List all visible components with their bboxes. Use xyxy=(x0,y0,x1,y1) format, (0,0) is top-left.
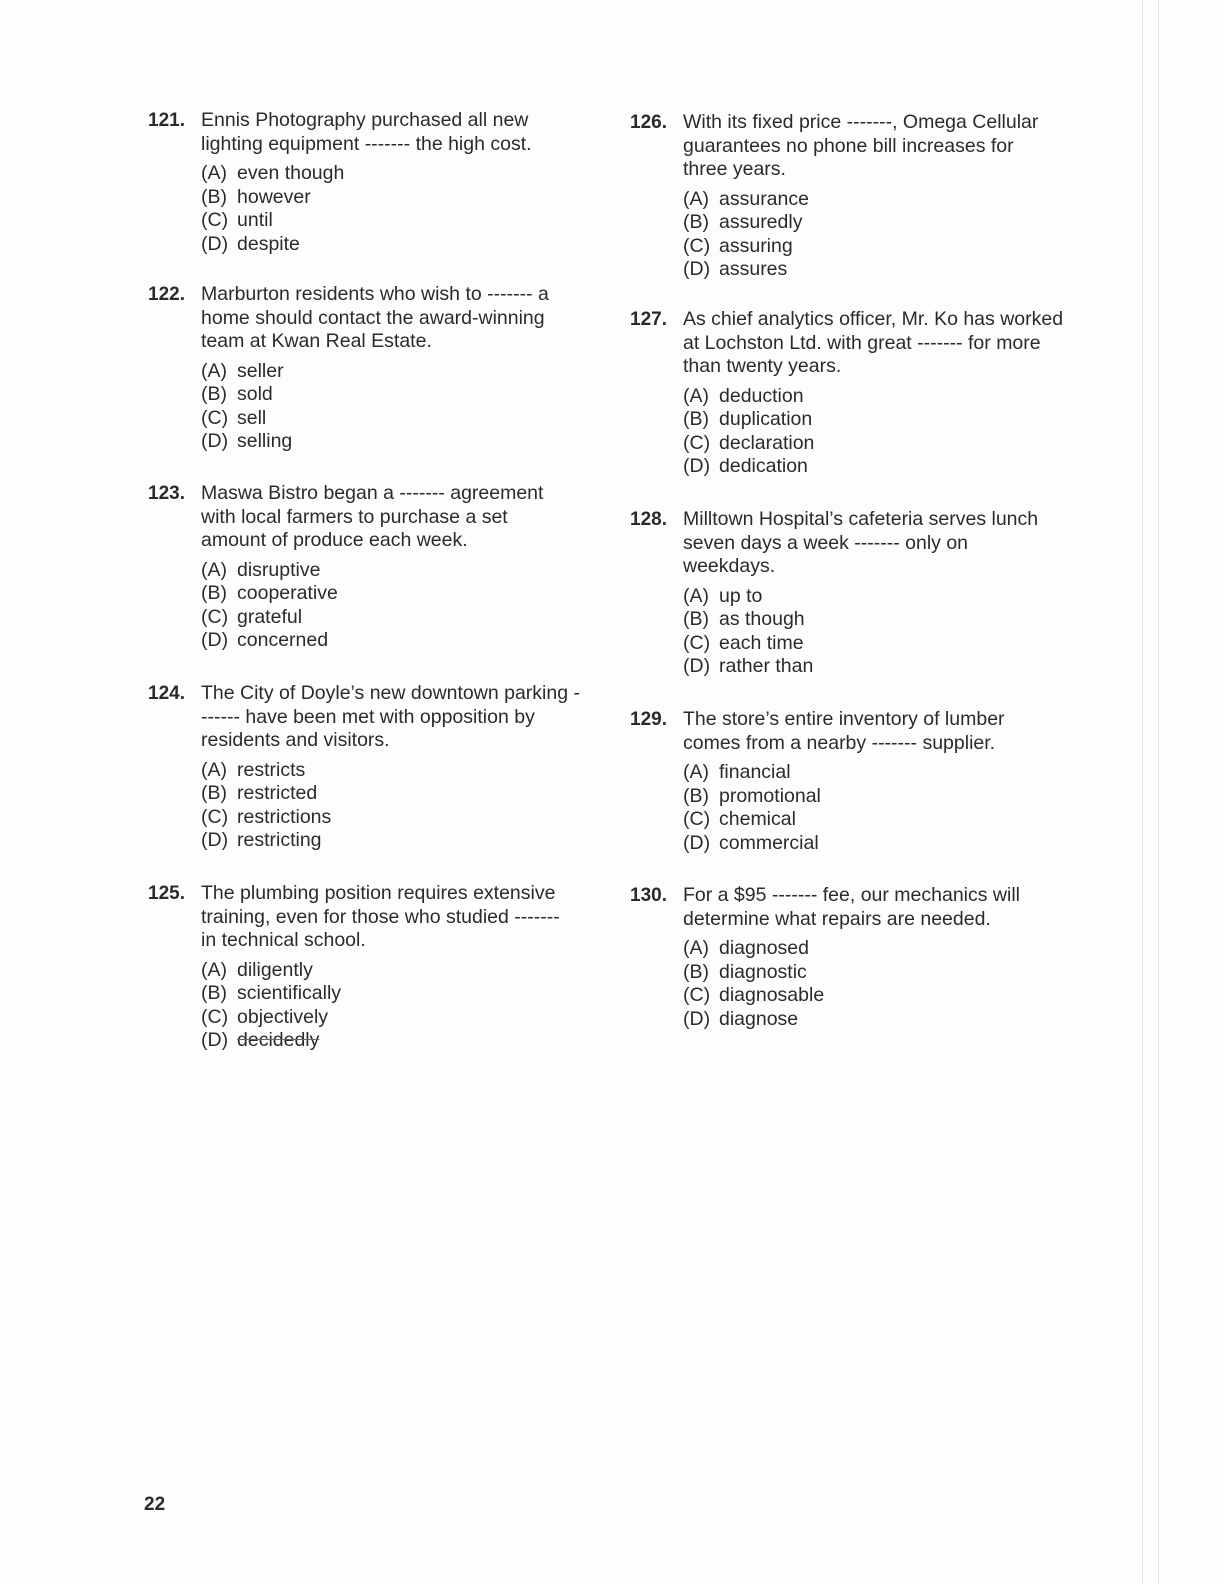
answer-option-b[interactable]: (B) cooperative xyxy=(201,582,338,604)
question-125 xyxy=(148,882,598,1053)
answer-option-a[interactable]: (A) assurance xyxy=(683,187,809,210)
answer-option-c[interactable]: (C) chemical xyxy=(683,808,796,830)
question-number: 127. xyxy=(630,309,667,330)
answer-option-d[interactable]: (D) restricting xyxy=(201,829,322,851)
answer-option-a[interactable]: (A) restricts xyxy=(201,758,306,781)
answer-option-d[interactable]: (D) rather than xyxy=(683,655,814,677)
question-126 xyxy=(630,111,1090,282)
question-127 xyxy=(630,308,1090,479)
answer-option-d[interactable]: (D) decidedly xyxy=(201,1029,320,1051)
answer-option-c[interactable]: (C) objectively xyxy=(201,1005,329,1028)
answer-option-b[interactable]: (B) restricted xyxy=(201,782,318,804)
answer-option-c[interactable]: (C) declaration xyxy=(683,431,815,454)
question-stem: The store’s entire inventory of lumber comes from a nearby ------- supplier. xyxy=(683,708,1005,754)
question-stem: Maswa Bistro began a ------- agreement with local farmers to purchase a set amount of produce each week. xyxy=(201,482,544,551)
answer-option-b[interactable]: (B) diagnostic xyxy=(683,960,807,983)
answer-option-b[interactable]: (B) promotional xyxy=(683,784,821,807)
answer-option-c[interactable]: (C) restrictions xyxy=(201,805,332,828)
answer-option-a[interactable]: (A) financial xyxy=(683,761,791,783)
answer-option-c[interactable]: (C) until xyxy=(201,209,273,231)
page-number: 22 xyxy=(144,1494,166,1515)
question-122 xyxy=(148,283,598,454)
answer-option-d[interactable]: (D) assures xyxy=(683,258,788,280)
question-128 xyxy=(630,508,1090,679)
answer-option-b[interactable]: (B) scientifically xyxy=(201,982,342,1004)
question-121 xyxy=(148,109,598,256)
answer-option-a[interactable]: (A) seller xyxy=(201,359,284,382)
answer-option-a[interactable]: (A) deduction xyxy=(683,384,804,407)
question-stem: Marburton residents who wish to ------- a home should contact the award-winning team at Kwan Real Estate. xyxy=(201,283,549,352)
page-edge-line xyxy=(1142,0,1143,1584)
answer-option-b[interactable]: (B) assuredly xyxy=(683,211,803,233)
answer-option-d[interactable]: (D) dedication xyxy=(683,455,808,477)
question-129 xyxy=(630,708,1090,855)
question-number: 121. xyxy=(148,110,185,131)
question-stem: The City of Doyle’s new downtown parking ------- have been met with opposition by residents and visitors. xyxy=(201,682,580,751)
question-number: 128. xyxy=(630,509,667,530)
answer-option-d[interactable]: (D) commercial xyxy=(683,831,819,854)
answer-option-d[interactable]: (D) selling xyxy=(201,430,293,452)
answer-option-b[interactable]: (B) duplication xyxy=(683,408,813,430)
question-stem: Milltown Hospital’s cafeteria serves lunch seven days a week ------- only on weekdays. xyxy=(683,508,1039,577)
question-number: 126. xyxy=(630,112,667,133)
answer-option-b[interactable]: (B) however xyxy=(201,185,311,208)
question-number: 122. xyxy=(148,284,185,305)
question-number: 124. xyxy=(148,683,185,704)
answer-option-c[interactable]: (C) grateful xyxy=(201,605,303,628)
question-stem: For a $95 ------- fee, our mechanics will determine what repairs are needed. xyxy=(683,884,1021,930)
question-124 xyxy=(148,682,598,853)
answer-option-b[interactable]: (B) sold xyxy=(201,383,273,405)
question-number: 125. xyxy=(148,883,185,904)
answer-option-c[interactable]: (C) diagnosable xyxy=(683,984,825,1006)
answer-option-c[interactable]: (C) assuring xyxy=(683,234,793,257)
question-stem: With its fixed price -------, Omega Cellular guarantees no phone bill increases for three years. xyxy=(683,111,1039,180)
question-130 xyxy=(630,884,1090,1031)
answer-option-d[interactable]: (D) diagnose xyxy=(683,1007,799,1030)
answer-option-d[interactable]: (D) despite xyxy=(201,232,300,255)
question-stem: The plumbing position requires extensive training, even for those who studied ------- in technical school. xyxy=(201,882,560,951)
question-number: 123. xyxy=(148,483,185,504)
answer-option-c[interactable]: (C) each time xyxy=(683,631,804,654)
answer-option-a[interactable]: (A) even though xyxy=(201,162,345,184)
question-stem: As chief analytics officer, Mr. Ko has worked at Lochston Ltd. with great ------- for more than twenty years. xyxy=(683,308,1064,377)
question-number: 129. xyxy=(630,709,667,730)
answer-option-a[interactable]: (A) diagnosed xyxy=(683,937,809,959)
question-number: 130. xyxy=(630,885,667,906)
answer-option-b[interactable]: (B) as though xyxy=(683,608,805,630)
answer-option-d[interactable]: (D) concerned xyxy=(201,629,329,651)
answer-option-a[interactable]: (A) disruptive xyxy=(201,558,321,581)
answer-option-a[interactable]: (A) diligently xyxy=(201,958,313,981)
question-123 xyxy=(148,482,598,653)
question-stem: Ennis Photography purchased all new lighting equipment ------- the high cost. xyxy=(201,109,532,155)
answer-option-a[interactable]: (A) up to xyxy=(683,584,763,607)
page-edge-line xyxy=(1158,0,1159,1584)
answer-option-c[interactable]: (C) sell xyxy=(201,406,267,429)
